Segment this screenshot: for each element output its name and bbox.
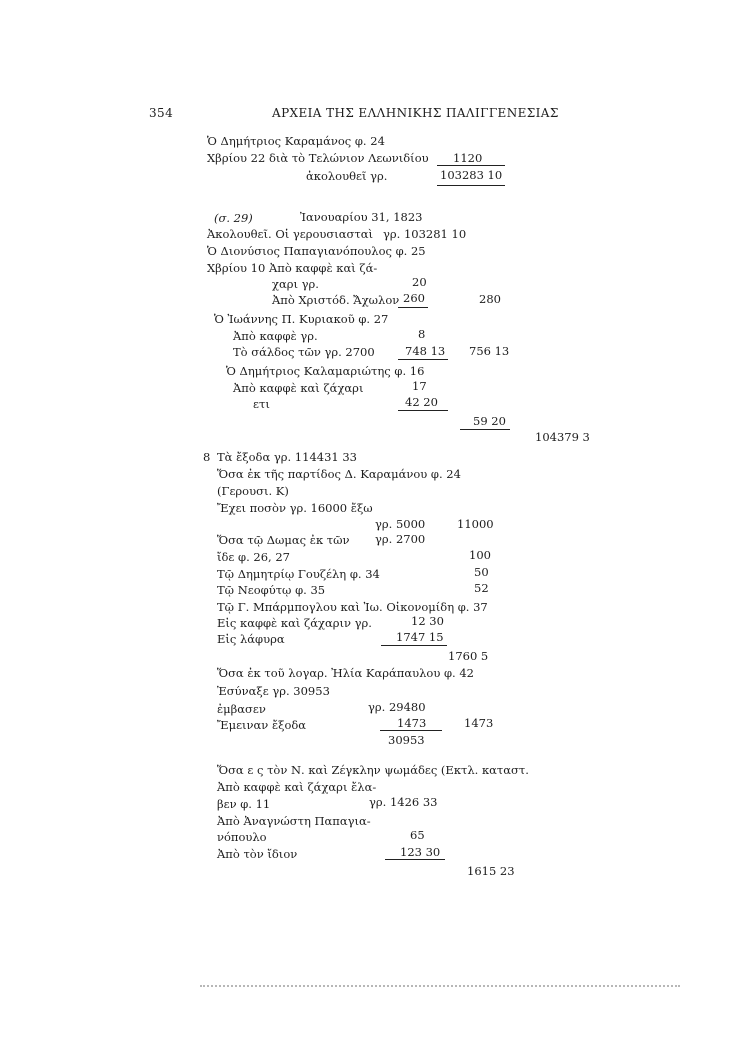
s3-line10: Τῷ Γ. Μπάρμπογλου καὶ Ἰω. Οἰκονομίδη φ. 37 — [217, 600, 488, 614]
page-number: 354 — [149, 106, 174, 120]
s3-line4: Ἔχει ποσὸν γρ. 16000 ἔξω — [217, 501, 373, 515]
s2-line9: Ὁ Δημήτριος Καλαμαριώτης φ. 16 — [226, 364, 425, 378]
s2-line1-amount: γρ. 103281 10 — [383, 227, 467, 241]
s4-line3: ἐμβασεν — [217, 702, 266, 716]
s3-line12-amount: 1747 15 — [396, 630, 444, 644]
s2-line10-amount: 17 — [412, 379, 427, 393]
s4-line3-amount: γρ. 29480 — [368, 700, 426, 714]
s5-line6: Ἀπὸ τὸν ἴδιον — [217, 847, 298, 861]
underline — [460, 429, 510, 430]
underline — [380, 730, 442, 731]
s2-line5-amount: 260 — [403, 291, 425, 305]
s4-line4-total: 1473 — [464, 716, 494, 730]
s5-line6-amount: 123 30 — [400, 845, 441, 859]
s4-line4: Ἔμειναν ἔξοδα — [217, 718, 307, 732]
s3-line5: γρ. 5000 — [375, 517, 426, 531]
s5-line4: Ἀπὸ Ἀναγνώστη Παπαγια- — [217, 814, 371, 828]
s5-line5: νόπουλο — [217, 830, 267, 844]
underline — [398, 410, 448, 411]
underline — [398, 359, 448, 360]
s3-line5-total: 11000 — [457, 517, 494, 531]
s3-line9: Τῷ Νεοφύτῳ φ. 35 — [217, 583, 326, 597]
s2-line1: Ἀκολουθεῖ. Οἱ γερουσιασταὶ — [207, 227, 374, 241]
bleed-through-marks — [200, 985, 680, 991]
s2-line7-amount: 8 — [418, 327, 426, 341]
s3-line3: (Γερουσι. Κ) — [217, 484, 289, 498]
s5-line2: Ἀπὸ καφφὲ καὶ ζάχαρι ἔλα- — [217, 780, 377, 794]
s2-line5-total: 280 — [479, 292, 501, 306]
s3-num: 8 — [203, 450, 211, 464]
s3-line7-total: 100 — [469, 548, 491, 562]
s2-line3: Χβρίου 10 Ἀπὸ καφφὲ καὶ ζά- — [207, 261, 378, 275]
underline — [381, 645, 447, 646]
s4-line1: Ὅσα ἐκ τοῦ λογαρ. Ἠλία Καράπαυλου φ. 42 — [217, 666, 474, 680]
s2-line7: Ἀπὸ καφφὲ γρ. — [233, 329, 318, 343]
s5-line7-total: 1615 23 — [467, 864, 515, 878]
s3-line12: Εἰς λάφυρα — [217, 632, 285, 646]
s2-line8-total: 756 13 — [469, 344, 510, 358]
s2-line11-amount: 42 20 — [405, 395, 438, 409]
s2-date: Ἰανουαρίου 31, 1823 — [300, 210, 423, 224]
s2-line8: Τὸ σάλδος τῶν γρ. 2700 — [233, 345, 375, 359]
s3-line11: Εἰς καφφὲ καὶ ζάχαριν γρ. — [217, 616, 372, 630]
s1-carry-amount: 103283 10 — [440, 168, 503, 182]
underline — [385, 859, 445, 860]
s2-line12-total: 59 20 — [473, 414, 506, 428]
s1-line1: Ὁ Δημήτριος Καραμάνος φ. 24 — [207, 134, 385, 148]
s3-line9-total: 52 — [474, 581, 489, 595]
s5-line3: βεν φ. 11 — [217, 797, 271, 811]
s3-line11-amount: 12 30 — [411, 614, 444, 628]
s5-line3-amount: γρ. 1426 33 — [369, 795, 438, 809]
s4-line2: Ἐσύναξε γρ. 30953 — [217, 684, 330, 698]
s2-line10: Ἀπὸ καφφὲ καὶ ζάχαρι — [233, 381, 364, 395]
underline — [398, 307, 428, 308]
s3-line13-total: 1760 5 — [448, 649, 489, 663]
s2-grand-total: 104379 3 — [535, 430, 590, 444]
s5-line5-amount: 65 — [410, 828, 425, 842]
s3-line8-total: 50 — [474, 565, 489, 579]
s3-line2: Ὅσα ἐκ τῆς παρτίδος Δ. Καραμάνου φ. 24 — [217, 467, 461, 481]
running-title: ΑΡΧΕΙΑ ΤΗΣ ΕΛΛΗΝΙΚΗΣ ΠΑΛΙΓΓΕΝΕΣΙΑΣ — [272, 106, 559, 120]
s3-line6-amount: γρ. 2700 — [375, 532, 426, 546]
s1-line2: Χβρίου 22 διὰ τὸ Τελώνιον Λεωνιδίου — [207, 151, 429, 165]
s4-line4-amount: 1473 — [397, 716, 427, 730]
s2-line5: Ἀπὸ Χριστόδ. Ἄχωλον — [272, 293, 400, 307]
s3-line6: Ὅσα τῷ Δωμας ἐκ τῶν — [217, 533, 350, 547]
s5-line1: Ὅσα ε ς τὸν Ν. καὶ Ζέγκλην ψωμάδες (Εκτλ. καταστ. — [217, 763, 529, 777]
s1-amount: 1120 — [453, 151, 483, 165]
s2-line4: χαρι γρ. — [272, 277, 319, 291]
s2-line4-amount: 20 — [412, 275, 427, 289]
s2-line2: Ὁ Διονύσιος Παπαγιανόπουλος φ. 25 — [207, 244, 426, 258]
s2-line11: ετι — [253, 397, 270, 411]
underline — [437, 165, 505, 166]
s2-line6: Ὁ Ἰωάννης Π. Κυριακοῦ φ. 27 — [214, 312, 389, 326]
underline — [437, 185, 505, 186]
s3-line8: Τῷ Δημητρίῳ Γουζέλη φ. 34 — [217, 567, 380, 581]
s1-carry-label: ἀκολουθεῖ γρ. — [306, 169, 388, 183]
s2-line8-amount: 748 13 — [405, 344, 446, 358]
s3-line1: Τὰ ἔξοδα γρ. 114431 33 — [217, 450, 357, 464]
s2-ref: (σ. 29) — [214, 211, 253, 225]
s3-line7: ἴδε φ. 26, 27 — [217, 550, 290, 564]
s4-line5-amount: 30953 — [388, 733, 425, 747]
